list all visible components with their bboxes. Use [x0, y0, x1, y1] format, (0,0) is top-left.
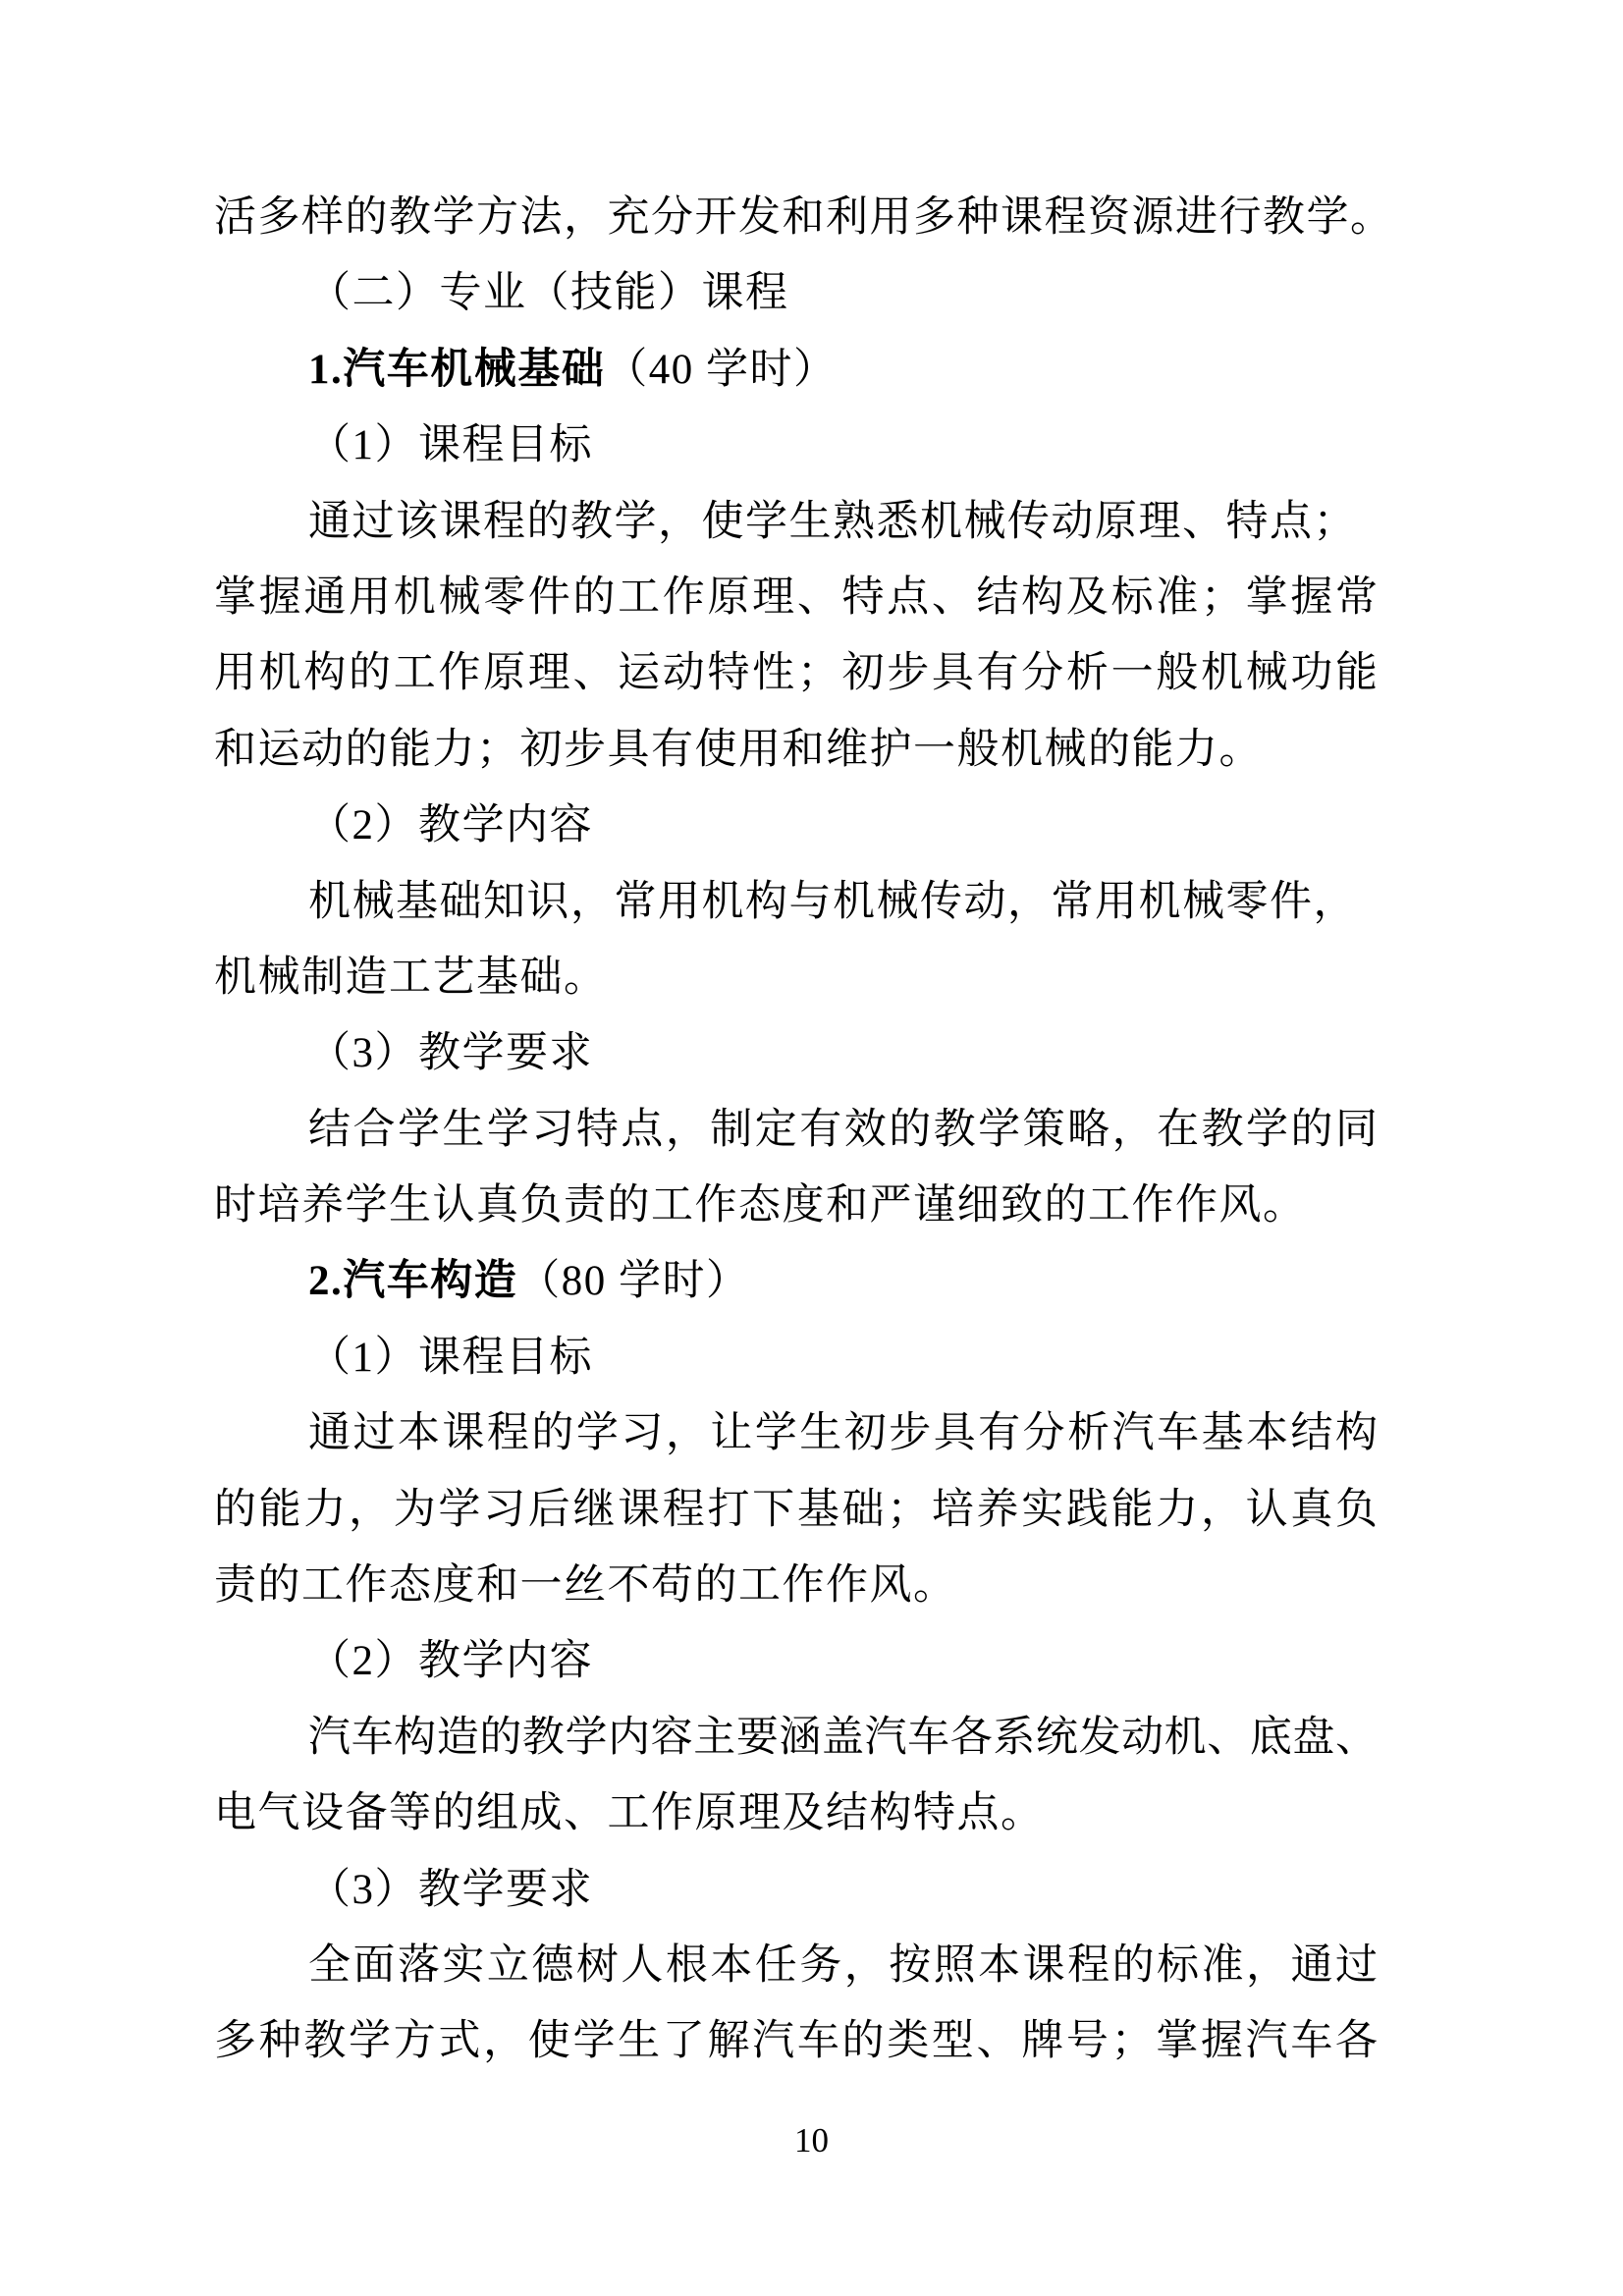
- body-line: 机械制造工艺基础。: [214, 954, 608, 1001]
- body-line: 责的工作态度和一丝不苟的工作作风。: [214, 1562, 957, 1610]
- text-block: [214, 180, 1394, 2080]
- section-heading: （二）专业（技能）课程: [308, 270, 789, 317]
- body-line: 活多样的教学方法，充分开发和利用多种课程资源进行教学。: [214, 194, 1394, 241]
- body-line: 多种教学方式，使学生了解汽车的类型、牌号；掌握汽车各: [214, 2018, 1378, 2065]
- sub-heading: （1）课程目标: [308, 1334, 593, 1381]
- sub-heading: （3）教学要求: [308, 1030, 593, 1077]
- course-2-hours: （80 学时）: [517, 1258, 750, 1305]
- body-line: 结合学生学习特点，制定有效的教学策略，在教学的同: [308, 1106, 1378, 1153]
- sub-heading: （3）教学要求: [308, 1866, 593, 1913]
- course-2-title: 2.汽车构造: [308, 1258, 518, 1305]
- course-1-hours: （40 学时）: [605, 346, 838, 393]
- sub-heading: （2）教学内容: [308, 802, 593, 849]
- body-line: 用机构的工作原理、运动特性；初步具有分析一般机械功能: [214, 650, 1378, 697]
- body-line: 全面落实立德树人根本任务，按照本课程的标准，通过: [308, 1941, 1378, 1989]
- body-line: 和运动的能力；初步具有使用和维护一般机械的能力。: [214, 726, 1263, 773]
- sub-heading: （2）教学内容: [308, 1638, 593, 1685]
- sub-heading: （1）课程目标: [308, 422, 593, 469]
- course-1-heading: [214, 332, 1378, 408]
- body-line: 时培养学生认真负责的工作态度和严谨细致的工作作风。: [214, 1182, 1307, 1230]
- body-line: 掌握通用机械零件的工作原理、特点、结构及标准；掌握常: [214, 574, 1378, 621]
- course-2-heading: [214, 1243, 1378, 1319]
- body-line: 电气设备等的组成、工作原理及结构特点。: [214, 1790, 1045, 1837]
- body-line: 的能力，为学习后继课程打下基础；培养实践能力，认真负: [214, 1486, 1378, 1533]
- body-line: 通过本课程的学习，让学生初步具有分析汽车基本结构: [308, 1410, 1378, 1457]
- body-line: 汽车构造的教学内容主要涵盖汽车各系统发动机、底盘、: [308, 1714, 1378, 1761]
- course-1-title: 1.汽车机械基础: [308, 346, 606, 393]
- body-line: 机械基础知识，常用机构与机械传动，常用机械零件，: [308, 878, 1357, 925]
- body-line: 通过该课程的教学，使学生熟悉机械传动原理、特点；: [308, 498, 1357, 545]
- page-number: 10: [794, 2121, 829, 2159]
